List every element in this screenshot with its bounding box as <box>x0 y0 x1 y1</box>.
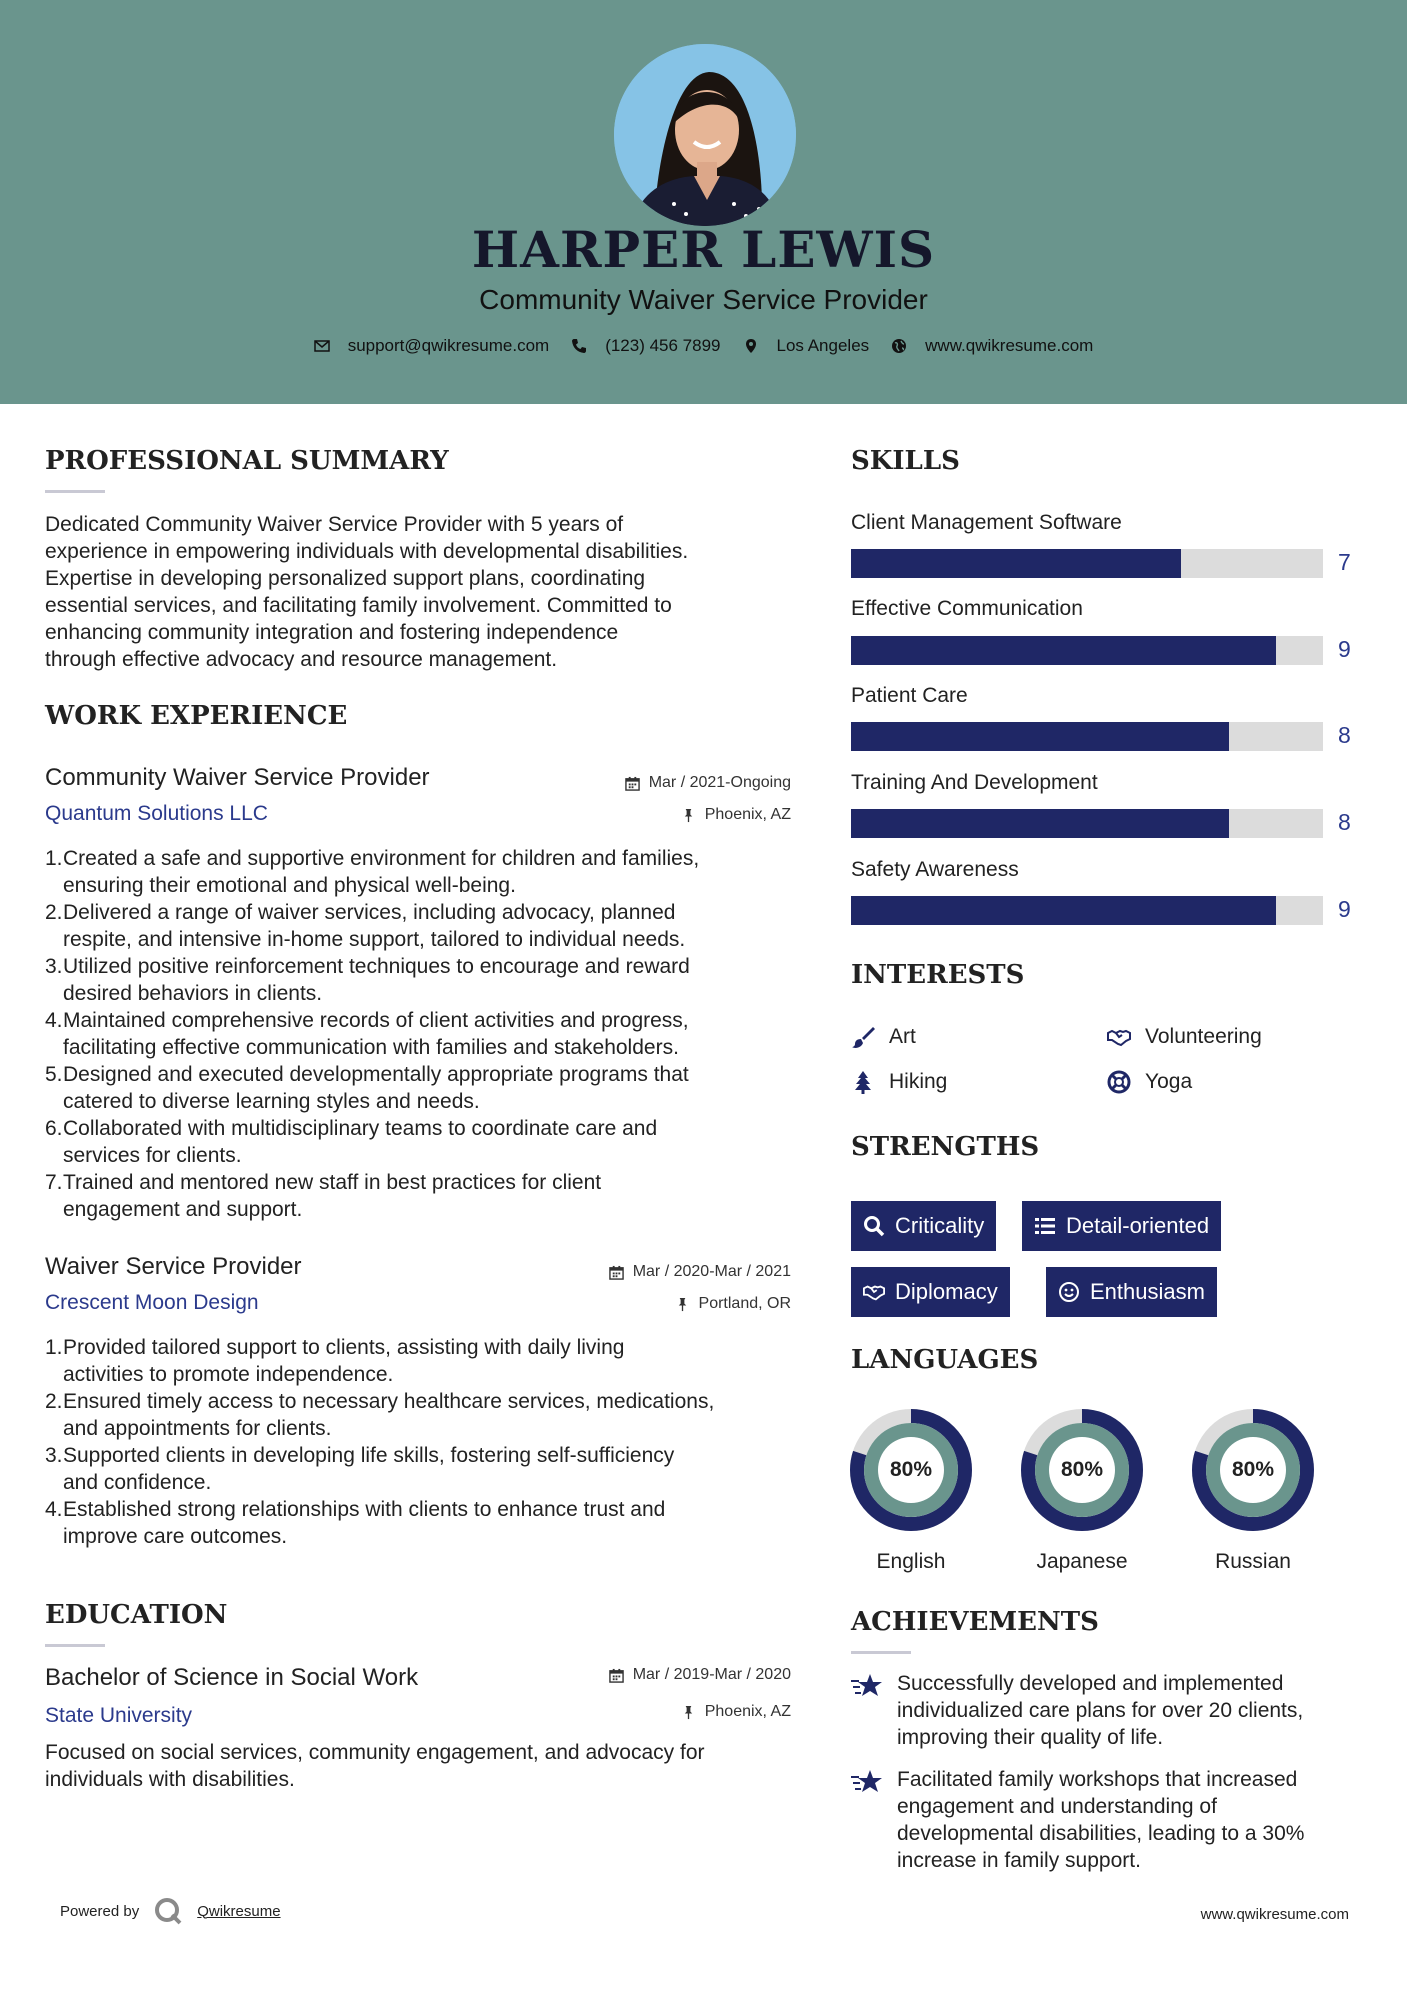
duty-item: 7. Trained and mentored new staff in best practices for client <box>45 1171 602 1194</box>
education-description <box>45 1739 791 1793</box>
education-line: individuals with disabilities. <box>45 1768 295 1791</box>
summary-line: essential services, and facilitating family involvement. Committed to <box>45 594 672 617</box>
education-location <box>681 1703 791 1721</box>
handshake-icon <box>1107 1025 1131 1049</box>
language-item <box>1191 1408 1315 1574</box>
interests-title: INTERESTS <box>851 960 1025 990</box>
candidate-name: HARPER LEWIS <box>471 220 936 279</box>
education-location-text: Phoenix, AZ <box>704 1703 791 1720</box>
footer-branding <box>60 1896 281 1926</box>
achievement-text: Successfully developed and implemented individualized care plans for over 20 clients, improving their quality of life. <box>897 1672 1304 1749</box>
job-dates-text: Mar / 2020-Mar / 2021 <box>632 1263 791 1280</box>
duty-item: respite, and intensive in-home support, tailored to individual needs. <box>63 928 686 951</box>
summary-divider <box>45 490 105 493</box>
skill-value: 8 <box>1338 809 1351 835</box>
summary-line: experience in empowering individuals with developmental disabilities. <box>45 540 689 563</box>
education-title: EDUCATION <box>45 1600 228 1630</box>
skill-value: 9 <box>1338 896 1351 922</box>
left-column <box>45 0 791 1900</box>
language-ring <box>1191 1408 1315 1532</box>
summary-line: Expertise in developing personalized support plans, coordinating <box>45 567 646 590</box>
strength-label: Criticality <box>895 1213 985 1238</box>
calendar-icon <box>625 776 640 791</box>
summary-text <box>45 511 791 673</box>
duty-item: engagement and support. <box>63 1198 303 1221</box>
duty-item: services for clients. <box>63 1144 242 1167</box>
powered-by-text: Powered by <box>60 1902 140 1920</box>
skill-name: Patient Care <box>851 684 968 707</box>
skills-title: SKILLS <box>851 446 960 476</box>
summary-line: Dedicated Community Waiver Service Provider with 5 years of <box>45 513 624 536</box>
strengths-title: STRENGTHS <box>851 1132 1040 1162</box>
duty-item: 1. Created a safe and supportive environment for children and families, <box>45 847 700 870</box>
pin-icon <box>681 808 696 823</box>
calendar-icon <box>609 1668 624 1683</box>
job-location <box>681 806 791 824</box>
interest-item <box>1107 1070 1192 1094</box>
lifebuoy-icon <box>1107 1070 1131 1094</box>
language-ring <box>849 1408 973 1532</box>
achievements-divider <box>851 1651 911 1654</box>
job-title: Community Waiver Service Provider <box>45 764 430 791</box>
language-ring <box>1020 1408 1144 1532</box>
job-duties <box>45 845 791 1223</box>
skill-name: Safety Awareness <box>851 858 1019 881</box>
skill-bar <box>851 896 1323 925</box>
strength-tag <box>851 1267 1010 1317</box>
pin-icon <box>675 1297 690 1312</box>
right-column <box>851 0 1361 1900</box>
interest-item <box>1107 1025 1262 1049</box>
tree-icon <box>851 1070 875 1094</box>
job-location-text: Phoenix, AZ <box>704 806 791 823</box>
job-dates <box>609 1263 791 1281</box>
smile-icon <box>1058 1281 1080 1303</box>
achievement-item <box>851 1670 1361 1751</box>
language-percent: 80% <box>1060 1458 1104 1481</box>
degree-title: Bachelor of Science in Social Work <box>45 1664 419 1691</box>
summary-line: enhancing community integration and fostering independence <box>45 621 619 644</box>
duty-item: catered to diverse learning styles and needs. <box>63 1090 480 1113</box>
duty-item: 5. Designed and executed developmentally appropriate programs that <box>45 1063 689 1086</box>
job-title: Waiver Service Provider <box>45 1253 302 1280</box>
strength-tag <box>1022 1201 1221 1251</box>
skill-bar-fill <box>851 636 1276 665</box>
duty-item: 1. Provided tailored support to clients, assisting with daily living <box>45 1336 625 1359</box>
summary-title: PROFESSIONAL SUMMARY <box>45 446 449 476</box>
skill-name: Effective Communication <box>851 597 1083 620</box>
handshake-icon <box>863 1281 885 1303</box>
interest-label: Art <box>889 1025 916 1048</box>
strength-tag <box>851 1201 996 1251</box>
work-title: WORK EXPERIENCE <box>45 701 348 731</box>
interest-item <box>851 1025 916 1049</box>
skill-value: 8 <box>1338 722 1351 748</box>
language-name: English <box>876 1550 946 1573</box>
strength-label: Detail-oriented <box>1066 1213 1210 1238</box>
skill-value: 7 <box>1338 549 1351 575</box>
skill-bar <box>851 809 1323 838</box>
company-name: Crescent Moon Design <box>45 1291 259 1314</box>
skill-bar-fill <box>851 896 1276 925</box>
language-item <box>1020 1408 1144 1574</box>
education-dates <box>609 1666 791 1684</box>
footer-website[interactable]: www.qwikresume.com <box>1200 1906 1349 1923</box>
pin-icon <box>681 1705 696 1720</box>
skill-bar <box>851 636 1323 665</box>
interest-label: Volunteering <box>1145 1025 1262 1048</box>
duty-item: ensuring their emotional and physical well-being. <box>63 874 516 897</box>
skill-bar-fill <box>851 809 1229 838</box>
duty-item: and appointments for clients. <box>63 1417 332 1440</box>
duty-item: improve care outcomes. <box>63 1525 288 1548</box>
education-line: Focused on social services, community engagement, and advocacy for <box>45 1741 705 1764</box>
duty-item: activities to promote independence. <box>63 1363 394 1386</box>
skill-name: Client Management Software <box>851 511 1122 534</box>
skill-value: 9 <box>1338 636 1351 662</box>
company-name: Quantum Solutions LLC <box>45 802 268 825</box>
duty-item: 2. Ensured timely access to necessary healthcare services, medications, <box>45 1390 715 1413</box>
calendar-icon <box>609 1265 624 1280</box>
job-dates-text: Mar / 2021-Ongoing <box>648 774 791 791</box>
search-icon <box>863 1215 885 1237</box>
skill-bar-fill <box>851 722 1229 751</box>
strength-label: Diplomacy <box>895 1279 998 1304</box>
duty-item: 4. Maintained comprehensive records of client activities and progress, <box>45 1009 689 1032</box>
language-name: Japanese <box>1036 1550 1128 1573</box>
qwikresume-link[interactable]: Qwikresume <box>197 1902 281 1920</box>
language-percent: 80% <box>1231 1458 1275 1481</box>
education-divider <box>45 1644 105 1647</box>
star-award-icon <box>851 1768 883 1796</box>
job-location-text: Portland, OR <box>698 1295 791 1312</box>
interest-label: Yoga <box>1145 1070 1193 1093</box>
skill-bar <box>851 722 1323 751</box>
list-icon <box>1034 1215 1056 1237</box>
achievement-text: Facilitated family workshops that increased engagement and understanding of developmental disabilities, leading to a 30% increase in family support. <box>897 1768 1305 1872</box>
language-item <box>849 1408 973 1574</box>
star-award-icon <box>851 1672 883 1700</box>
duty-item: 3. Utilized positive reinforcement techniques to encourage and reward <box>45 955 690 978</box>
duty-item: and confidence. <box>63 1471 212 1494</box>
paintbrush-icon <box>851 1025 875 1049</box>
language-name: Russian <box>1215 1550 1291 1573</box>
skill-bar-fill <box>851 549 1181 578</box>
skill-name: Training And Development <box>851 771 1098 794</box>
language-percent: 80% <box>889 1458 933 1481</box>
duty-item: 6. Collaborated with multidisciplinary teams to coordinate care and <box>45 1117 658 1140</box>
contact-website-text: www.qwikresume.com <box>925 336 1094 355</box>
school-name: State University <box>45 1704 193 1727</box>
achievements-title: ACHIEVEMENTS <box>851 1607 1099 1637</box>
contact-email-text: support@qwikresume.com <box>347 336 550 355</box>
education-dates-text: Mar / 2019-Mar / 2020 <box>632 1666 791 1683</box>
candidate-role: Community Waiver Service Provider <box>479 284 928 315</box>
qwikresume-logo-icon <box>153 1896 183 1926</box>
duty-item: 3. Supported clients in developing life skills, fostering self-sufficiency <box>45 1444 675 1467</box>
job-location <box>675 1295 791 1313</box>
duty-item: facilitating effective communication with families and stakeholders. <box>63 1036 679 1059</box>
contact-phone-text: (123) 456 7899 <box>605 336 721 355</box>
duty-item: 4. Established strong relationships with clients to enhance trust and <box>45 1498 666 1521</box>
interest-item <box>851 1070 947 1094</box>
languages-title: LANGUAGES <box>851 1345 1039 1375</box>
achievement-item <box>851 1766 1361 1874</box>
skill-bar <box>851 549 1323 578</box>
strength-tag <box>1046 1267 1217 1317</box>
strength-label: Enthusiasm <box>1090 1279 1205 1304</box>
duty-item: desired behaviors in clients. <box>63 982 323 1005</box>
job-dates <box>625 774 791 792</box>
duty-item: 2. Delivered a range of waiver services, including advocacy, planned <box>45 901 676 924</box>
interest-label: Hiking <box>889 1070 948 1093</box>
summary-line: through effective advocacy and resource management. <box>45 648 558 671</box>
job-duties <box>45 1334 791 1550</box>
contact-location-text: Los Angeles <box>776 336 870 355</box>
